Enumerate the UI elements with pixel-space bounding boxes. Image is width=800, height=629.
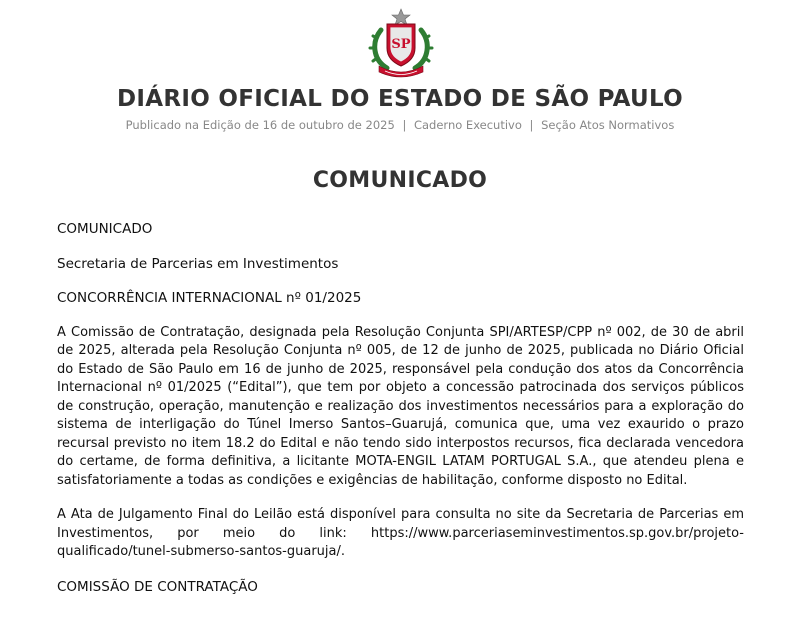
section-label-concorrencia: CONCORRÊNCIA INTERNACIONAL nº 01/2025 [57, 290, 362, 306]
separator: | [529, 118, 534, 132]
document-title: COMUNICADO [312, 168, 488, 193]
sao-paulo-coat-of-arms-logo [367, 8, 435, 80]
paragraph-ata-link: A Ata de Julgamento Final do Leilão está disponível para consulta no site da Secretaria de Parcerias em Investimentos, por meio do link: https://www.parceriaseminvestimentos.sp.gov.br/projeto-qualificado/tunel-submerso-santos-guaruja/. [57, 507, 744, 559]
masthead-title: DIÁRIO OFICIAL DO ESTADO DE SÃO PAULO [116, 86, 684, 112]
publication-section: Caderno Executivo [413, 118, 522, 132]
section-label-secretaria: Secretaria de Parcerias em Investimentos [57, 255, 339, 272]
svg-text:SP: SP [391, 37, 411, 52]
publication-info [0, 118, 800, 132]
publication-subsection: Seção Atos Normativos [541, 118, 675, 132]
paragraph-announcement: A Comissão de Contratação, designada pela Resolução Conjunta SPI/ARTESP/CPP nº 002, de 30 de abril de 2025, alterada pela Resolução Conjunta nº 005, de 12 de junho de 2025, publicada no Diário Oficial do Estado de São Paulo em 16 de junho de 2025, responsável pela condução dos atos da Concorrência Internacional nº 01/2025 (“Edital”), que tem por objeto a concessão patrocinada dos serviços públicos de construção, operação, manutenção e realização dos investimentos necessários para a exploração do sistema de interligação do Túnel Imerso Santos–Guarujá, comunica que, uma vez exaurido o prazo recursal previsto no item 18.2 do Edital e não tendo sido interpostos recursos, fica declarada vencedora do certame, de forma definitiva, a licitante MOTA-ENGIL LATAM PORTUGAL S.A., que atendeu plena e satisfatoriamente a todas as condições e exigências de habilitação, conforme disposto no Edital. [57, 324, 744, 488]
publication-edition: Publicado na Edição de 16 de outubro de 2025 [125, 118, 395, 132]
section-label-comissao: COMISSÃO DE CONTRATAÇÃO [57, 578, 258, 595]
document-body [57, 220, 744, 596]
separator: | [402, 118, 407, 132]
section-label-comunicado: COMUNICADO [57, 221, 153, 237]
